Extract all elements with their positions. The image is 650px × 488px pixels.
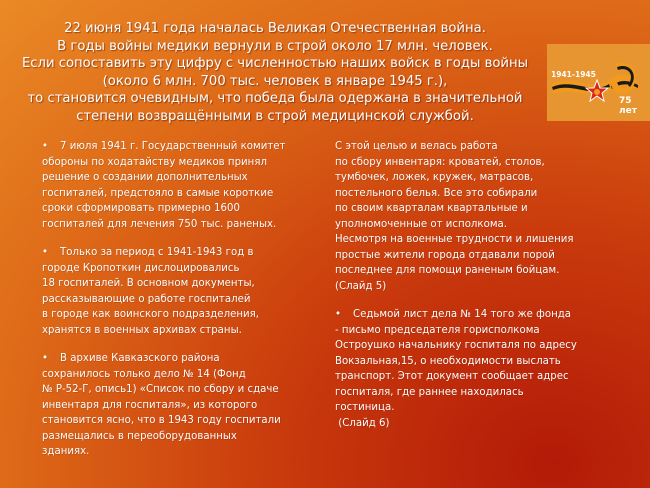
paragraph-line: хранятся в военных архивах страны. [42, 324, 242, 336]
paragraph-line: • Седьмой лист дела № 14 того же фонда [335, 307, 577, 323]
header-line: В годы войны медики вернули в строй около 17 млн. человек. [57, 38, 493, 54]
paragraph-line: размещались в переоборудованных [42, 430, 237, 442]
paragraph-line: последнее для помощи раненым бойцам. [335, 265, 560, 276]
paragraph-line: гостиница. [335, 402, 395, 413]
bullet-icon: • [42, 141, 49, 152]
paragraph-line: уполномоченные от исполкома. [335, 218, 507, 230]
paragraph-line: постельного белья. Все это собирали [335, 187, 538, 199]
slide-header [20, 20, 530, 126]
paragraph-line: по сбору инвентаря: кроватей, столов, [335, 156, 545, 168]
paragraph-line: госпиталей, предстояло в самые короткие [42, 187, 274, 199]
paragraph-line: городе Кропоткин дислоцировались [42, 262, 240, 274]
paragraph-line: С этой целью и велась работа [335, 141, 498, 152]
paragraph-line: рассказывающие о работе госпиталей [42, 293, 251, 305]
right-column [335, 139, 577, 431]
paragraph-line: по своим кварталам квартальные и [335, 203, 528, 214]
paragraph-line: инвентаря для госпиталя», из которого [42, 399, 258, 411]
paragraph-line: обороны по ходатайству медиков принял [42, 156, 267, 168]
paragraph-line: Остроушко начальнику госпиталя по адресу [335, 340, 577, 351]
header-line: (около 6 млн. 700 тыс. человек в январе 1945 г.), [102, 73, 448, 89]
left-column [42, 139, 285, 460]
paragraph-line: (Слайд 6) [335, 417, 390, 429]
header-line: 22 июня 1941 года началась Великая Отечественная война. [64, 21, 486, 36]
paragraph-line: зданиях. [42, 446, 90, 457]
paragraph-line: Вокзальная,15, о необходимости выслать [335, 355, 561, 367]
paragraph-line: 18 госпиталей. В основном документы, [42, 278, 255, 289]
badge-anniversary: 75 лет [619, 96, 637, 116]
paragraph-line: (Слайд 5) [335, 280, 387, 292]
paragraph-line: транспорт. Этот документ сообщает адрес [335, 371, 569, 382]
paragraph-line: сроки сформировать примерно 1600 [42, 203, 240, 214]
paragraph-line: госпиталя, где раннее находилась [335, 386, 524, 398]
header-line: Если сопоставить эту цифру с численностью наших войск в годы войны [21, 56, 529, 72]
paragraph-line: в городе как воинского подразделения, [42, 309, 259, 320]
bullet-icon: • [335, 309, 342, 320]
paragraph-line: решение о создании дополнительных [42, 172, 248, 183]
paragraph-line: - письмо председателя горисполкома [335, 324, 540, 336]
paragraph-line: сохранилось только дело № 14 (Фонд [42, 368, 246, 380]
paragraph-line: № Р-52-Г, опись1) «Список по сбору и сдаче [42, 384, 279, 395]
victory-75-badge [547, 44, 650, 121]
header-line: то становится очевидным, что победа была одержана в значительной [27, 91, 523, 107]
paragraph-line: госпиталей для лечения 750 тыс. раненых. [42, 218, 277, 230]
bullet-icon: • [42, 247, 49, 258]
paragraph-line: • Только за период с 1941-1943 год в [42, 245, 285, 261]
paragraph-line: Несмотря на военные трудности и лишения [335, 234, 574, 245]
paragraph-line: • В архиве Кавказского района [42, 351, 285, 367]
badge-years: 1941-1945 [551, 70, 596, 79]
header-line: степени возвращёнными в строй медицинской службой. [76, 108, 474, 124]
paragraph-line: простые жители города отдавали порой [335, 249, 555, 261]
bullet-icon: • [42, 353, 49, 364]
paragraph-line: становится ясно, что в 1943 году госпитали [42, 415, 281, 426]
paragraph-line: тумбочек, ложек, кружек, матрасов, [335, 172, 534, 183]
paragraph-line: • 7 июля 1941 г. Государственный комитет [42, 139, 285, 155]
